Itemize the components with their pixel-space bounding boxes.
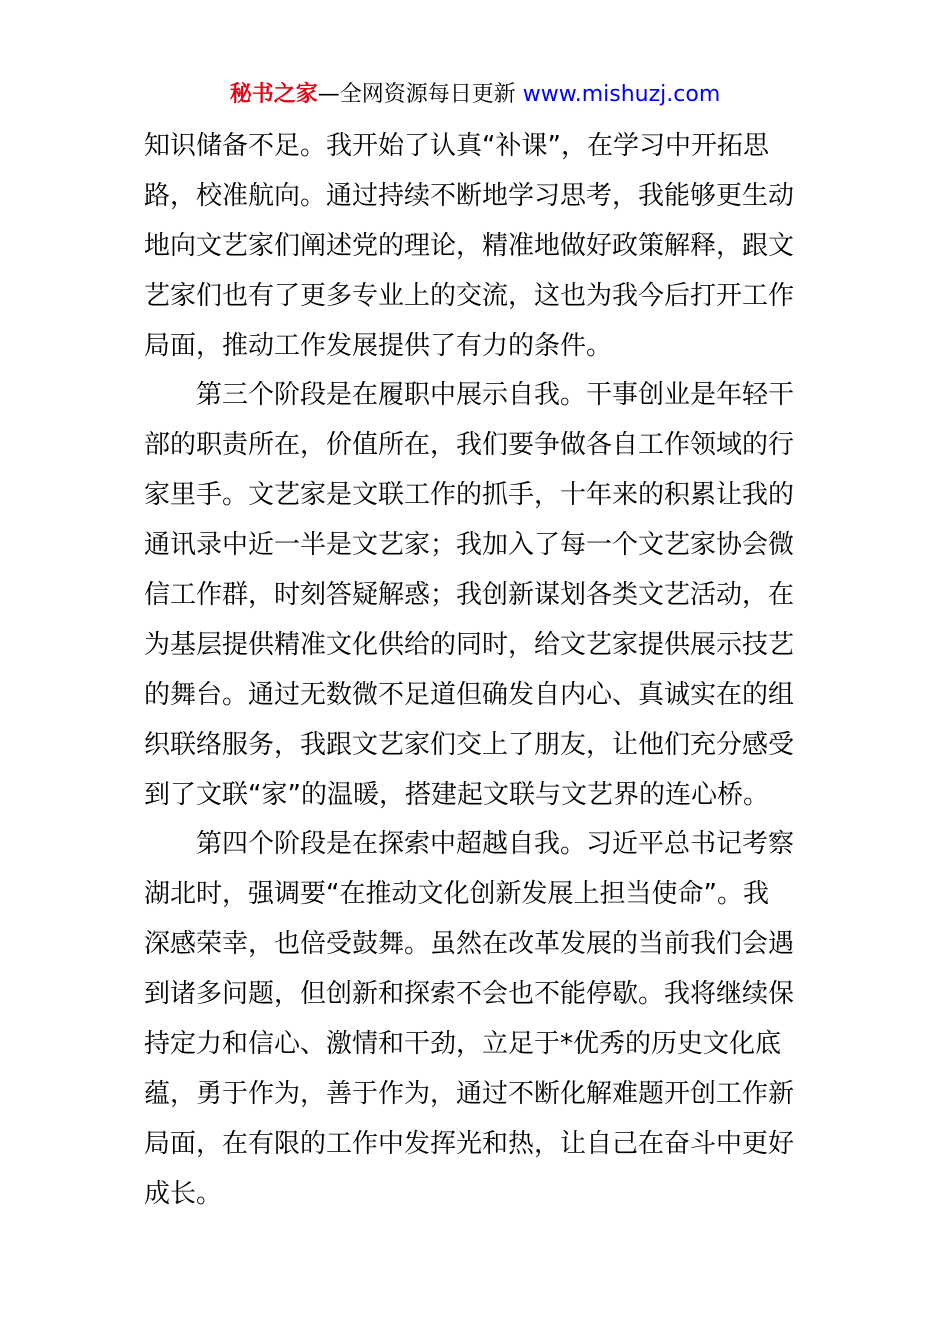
paragraph-start-line: 第四个阶段是在探索中超越自我。习近平总书记考察	[196, 829, 795, 860]
paragraph-start-line: 第三个阶段是在履职中展示自我。干事创业是年轻干	[196, 380, 795, 411]
page-header	[0, 78, 950, 112]
document-body	[144, 122, 808, 1220]
header-url[interactable]: www.mishuzj.com	[522, 82, 721, 107]
text-line: 成长。	[144, 1178, 223, 1209]
text-line: 知识储备不足。我开始了认真“补课”，在学习中开拓思	[144, 131, 769, 161]
text-line: 家里手。文艺家是文联工作的抓手，十年来的积累让我的	[144, 480, 795, 511]
text-line: 深感荣幸，也倍受鼓舞。虽然在改革发展的当前我们会遇	[144, 929, 795, 960]
text-line: 艺家们也有了更多专业上的交流，这也为我今后打开工作	[144, 280, 795, 311]
text-line: 信工作群，时刻答疑解惑；我创新谋划各类文艺活动，在	[144, 580, 795, 611]
text-line: 通讯录中近一半是文艺家；我加入了每一个文艺家协会微	[144, 530, 795, 561]
text-line: 为基层提供精准文化供给的同时，给文艺家提供展示技艺	[144, 629, 795, 660]
text-line: 湖北时，强调要“在推动文化创新发展上担当使命”。我	[144, 879, 769, 910]
text-line: 局面，推动工作发展提供了有力的条件。	[144, 330, 613, 361]
text-line: 部的职责所在，价值所在，我们要争做各自工作领域的行	[144, 430, 795, 461]
text-line: 蕴，勇于作为，善于作为，通过不断化解难题开创工作新	[144, 1078, 795, 1109]
text-line: 地向文艺家们阐述党的理论，精准地做好政策解释，跟文	[144, 230, 795, 261]
text-line: 持定力和信心、激情和干劲，立足于*优秀的历史文化底	[144, 1029, 782, 1060]
header-tagline: —全网资源每日更新	[317, 82, 516, 107]
brand-name: 秘书之家	[229, 82, 318, 107]
text-line: 路，校准航向。通过持续不断地学习思考，我能够更生动	[144, 180, 795, 211]
text-line: 到了文联“家”的温暖，搭建起文联与文艺界的连心桥。	[144, 779, 769, 810]
text-line: 的舞台。通过无数微不足道但确发自内心、真诚实在的组	[144, 679, 795, 710]
text-line: 局面，在有限的工作中发挥光和热，让自己在奋斗中更好	[144, 1128, 795, 1159]
text-line: 织联络服务，我跟文艺家们交上了朋友，让他们充分感受	[144, 729, 795, 760]
text-line: 到诸多问题，但创新和探索不会也不能停歇。我将继续保	[144, 979, 795, 1010]
